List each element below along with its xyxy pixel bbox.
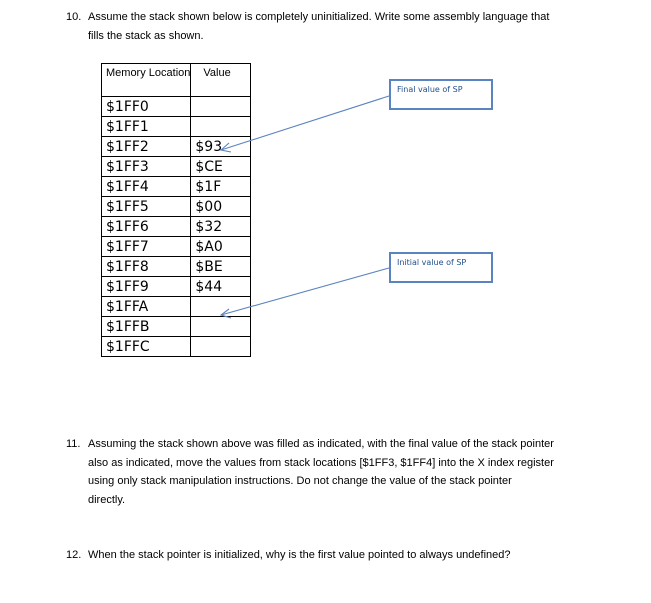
question-line: fills the stack as shown. bbox=[88, 29, 204, 42]
cell-location: $1FF0 bbox=[102, 97, 191, 117]
cell-location: $1FF4 bbox=[102, 177, 191, 197]
cell-value: $CE bbox=[191, 157, 251, 177]
question-number: 11. bbox=[66, 438, 81, 450]
question-number: 10. bbox=[66, 11, 82, 23]
question-line: also as indicated, move the values from stack locations [$1FF3, $1FF4] into the X index register bbox=[88, 456, 554, 469]
cell-value: $32 bbox=[191, 217, 251, 237]
cell-value: $44 bbox=[191, 277, 251, 297]
question-line: directly. bbox=[88, 493, 126, 506]
cell-location: $1FF1 bbox=[102, 117, 191, 137]
final-sp-callout bbox=[389, 79, 493, 110]
cell-location: $1FFA bbox=[102, 297, 191, 317]
cell-location: $1FFC bbox=[102, 337, 191, 357]
cell-value: $A0 bbox=[191, 237, 251, 257]
final-sp-arrow bbox=[221, 96, 389, 150]
initial-sp-callout bbox=[389, 252, 493, 283]
question-text bbox=[88, 435, 611, 509]
cell-location: $1FF7 bbox=[102, 237, 191, 257]
question-line: using only stack manipulation instructions. Do not change the value of the stack pointer bbox=[88, 475, 512, 487]
cell-value: $BE bbox=[191, 257, 251, 277]
cell-location: $1FF8 bbox=[102, 257, 191, 277]
question-line: Assuming the stack shown above was filled as indicated, with the final value of the stack pointer bbox=[88, 438, 554, 450]
question-number: 12. bbox=[66, 549, 82, 561]
question-text bbox=[88, 546, 616, 565]
question-line: When the stack pointer is initialized, why is the first value pointed to always undefined? bbox=[88, 549, 511, 561]
cell-location: $1FF3 bbox=[102, 157, 191, 177]
header-value: Value bbox=[191, 64, 251, 97]
initial-sp-arrow bbox=[221, 268, 389, 315]
callout-label: Initial value of SP bbox=[397, 258, 467, 267]
cell-value: $93 bbox=[191, 137, 251, 157]
header-memory-location: Memory Location bbox=[102, 64, 191, 97]
cell-value: $00 bbox=[191, 197, 251, 217]
cell-location: $1FF6 bbox=[102, 217, 191, 237]
question-line: Assume the stack shown below is completely uninitialized. Write some assembly language that bbox=[88, 11, 550, 23]
cell-location: $1FF5 bbox=[102, 197, 191, 217]
cell-location: $1FFB bbox=[102, 317, 191, 337]
cell-location: $1FF9 bbox=[102, 277, 191, 297]
callout-label: Final value of SP bbox=[397, 85, 463, 94]
cell-value: $1F bbox=[191, 177, 251, 197]
cell-location: $1FF2 bbox=[102, 137, 191, 157]
